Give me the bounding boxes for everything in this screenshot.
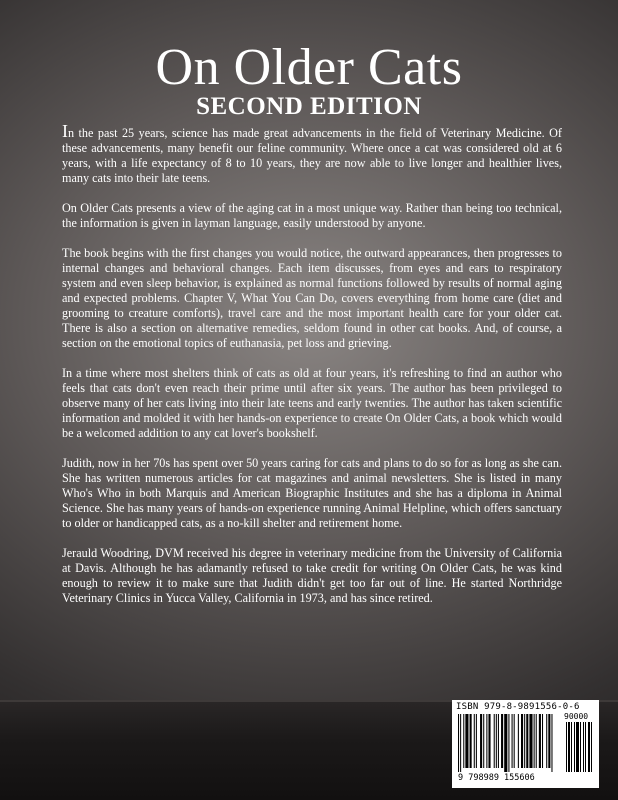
barcode-bar: [524, 714, 525, 768]
barcode-bar: [518, 714, 519, 768]
barcode-bar: [514, 714, 515, 768]
barcode-bar: [542, 714, 543, 768]
addon-bar: [574, 722, 575, 772]
addon-bar: [576, 722, 579, 772]
barcode-bar: [474, 714, 475, 768]
barcode-bar: [494, 714, 495, 768]
barcode-bar: [488, 714, 490, 768]
barcode-bar: [551, 714, 552, 772]
barcode-bar: [496, 714, 497, 768]
barcode-bar: [512, 714, 513, 768]
barcode-bar: [480, 714, 482, 768]
paragraph-intro: In the past 25 years, science has made great advancements in the field of Veterinary Medicine. Of these advancements, many benefit our feline community. Where once a cat was considered old at 6 years, with a life expectancy of 8 to 10 years, they are now able to live longer and healthier lives, many cats into their late teens.: [62, 121, 562, 185]
barcode-bar: [501, 714, 503, 768]
barcode-bar: [476, 714, 477, 768]
barcode-bar: [504, 714, 507, 772]
barcode-bar: [486, 714, 487, 768]
addon-bar: [591, 722, 592, 772]
barcode-bar: [526, 714, 528, 768]
paragraph-overview: On Older Cats presents a view of the aging cat in a most unique way. Rather than being too technical, the information is given in layman language, easily understood by anyone.: [62, 201, 562, 230]
barcode-bar: [460, 714, 461, 772]
barcode-bar: [458, 714, 459, 772]
addon-bar: [568, 722, 570, 772]
barcode-bar: [539, 714, 541, 768]
barcode-bars: [456, 714, 596, 774]
addon-bar: [566, 722, 567, 772]
barcode-bar: [534, 714, 535, 768]
barcode-bar: [529, 714, 532, 768]
barcode-bar: [508, 714, 509, 772]
barcode-bar: [548, 714, 550, 768]
paragraph-reviewer-bio: Jerauld Woodring, DVM received his degree in veterinary medicine from the University of California at Davis. Although he has adamantly refused to take credit for writing On Older Cats, he was kind enough to review it to make sure that Judith didn't get too far out of line. He started Northridge Veterinary Clinics in Yucca Valley, California in 1973, and has since retired.: [62, 546, 562, 605]
price-addon: 90000: [564, 712, 589, 721]
paragraph-author-bio: Judith, now in her 70s has spent over 50 years caring for cats and plans to do so for as long as she can. She has written numerous articles for cat magazines and animal newsletters. She is listed in many Who's Who in both Marquis and American Biographic Institutes and she has a diploma in Animal Science. She has many years of hands-on experience running Animal Helpline, which offers sanctuary to older or handicapped cats, as a no-kill shelter and retirement home.: [62, 456, 562, 530]
addon-bar: [580, 722, 581, 772]
barcode-bar: [470, 714, 472, 768]
barcode-bar: [465, 714, 468, 768]
paragraph-review: In a time where most shelters think of cats as old at four years, it's refreshing to find an author who feels that cats don't even reach their prime until after six years. The author has been privileged to observe many of her cats living into their late teens and early twenties. The author has taken scientific information and molded it with her hands-on experience to create On Older Cats, a book which would be a welcomed addition to any cat lover's bookshelf.: [62, 366, 562, 440]
edition-label: SECOND EDITION: [196, 93, 422, 120]
isbn-barcode: [452, 700, 599, 788]
addon-bar: [588, 722, 590, 772]
barcode-digits: 9 798989 155606: [458, 773, 535, 783]
addon-bar: [571, 722, 572, 772]
paragraph-contents: The book begins with the first changes you would notice, the outward appearances, then progresses to internal changes and behavioral changes. Each item discusses, from eyes and ears to respiratory system and even sleep behavior, is explained as normal functions followed by results of normal aging and expected problems. Chapter V, What You Can Do, covers everything from home care (diet and grooming to creature comforts), travel care and the most important health care for your older cat. There is also a section on alternative remedies, seldom found in other cat books. And, of course, a section on the emotional topics of euthanasia, pet loss and grieving.: [62, 246, 562, 350]
book-title: On Older Cats: [155, 39, 463, 96]
barcode-bar: [521, 714, 523, 768]
blurb-text: [62, 121, 562, 621]
barcode-bar: [483, 714, 484, 768]
isbn-label: ISBN 979-8-9891556-0-6: [456, 702, 580, 712]
addon-bar: [585, 722, 586, 772]
barcode-bar: [546, 714, 547, 768]
barcode-bar: [498, 714, 499, 768]
addon-bar: [583, 722, 584, 772]
barcode-bar: [536, 714, 537, 768]
barcode-bar: [463, 714, 464, 768]
